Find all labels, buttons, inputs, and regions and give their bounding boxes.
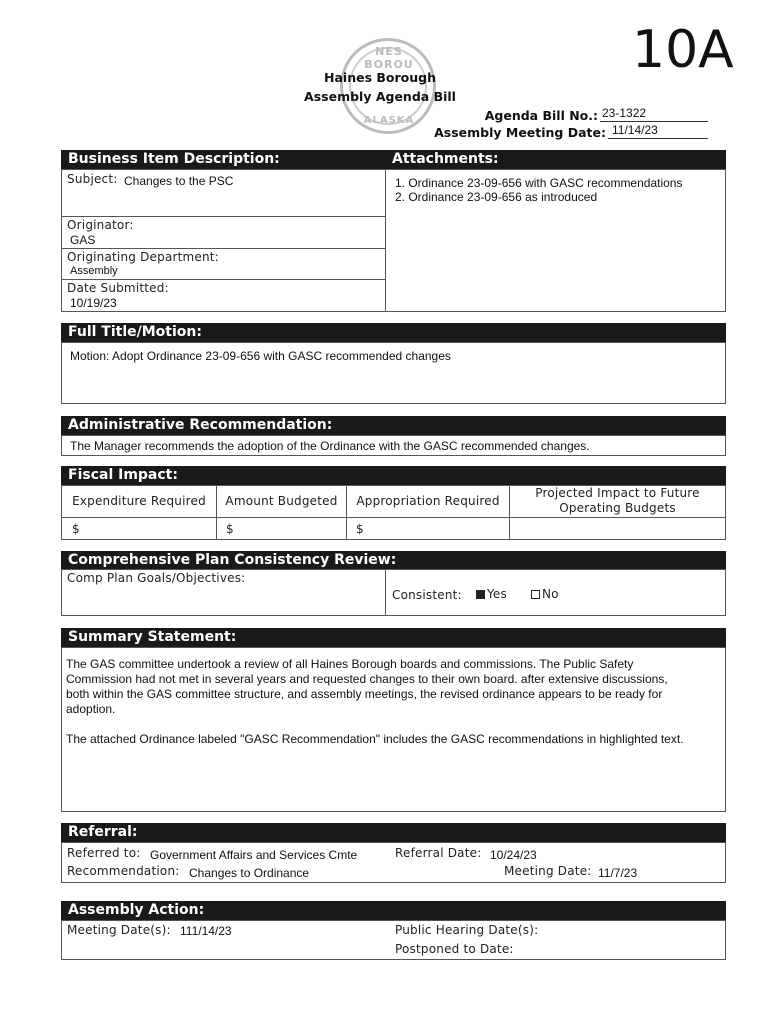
meeting-date-label: Assembly Meeting Date: [434, 125, 606, 140]
subject-label: Subject: [67, 172, 118, 186]
bill-no-value: 23-1322 [602, 106, 647, 120]
originator-value: GAS [70, 233, 96, 247]
attachments-heading: Attachments: [385, 150, 726, 169]
yes-checkbox[interactable] [476, 590, 485, 599]
no-checkbox[interactable] [531, 590, 540, 599]
fiscal-col-header: Projected Impact to Future Operating Budgets [535, 486, 700, 515]
summary-line: Commission had not met in several years and requested changes to their own board. after extensive discussions, [66, 672, 668, 686]
meeting-date-underline [608, 138, 708, 139]
referral-meeting-date-label: Meeting Date: [504, 864, 592, 878]
fiscal-cell: $ [72, 522, 80, 536]
consistent-yes-option[interactable] [476, 587, 507, 601]
org-name: Haines Borough [324, 70, 436, 85]
doc-title: Assembly Agenda Bill [304, 89, 456, 104]
fiscal-col-header: Appropriation Required [356, 494, 500, 508]
assembly-meeting-dates-value: 111/14/23 [180, 924, 232, 938]
admin-heading: Administrative Recommendation: [61, 416, 726, 435]
fiscal-heading: Fiscal Impact: [61, 466, 726, 485]
date-submitted-label: Date Submitted: [67, 281, 169, 295]
fiscal-col-header: Expenditure Required [72, 494, 206, 508]
business-heading: Business Item Description: [61, 150, 385, 169]
summary-para2: The attached Ordinance labeled "GASC Recommendation" includes the GASC recommendations in highlighted text. [66, 732, 684, 746]
date-submitted-value: 10/19/23 [70, 296, 117, 310]
seal-text-top: NES BOROU [364, 45, 414, 71]
subject-value: Changes to the PSC [124, 174, 234, 188]
referral-meeting-date-value: 11/7/23 [598, 866, 638, 880]
assembly-meeting-dates-label: Meeting Date(s): [67, 923, 171, 937]
no-label: No [542, 587, 559, 601]
recommendation-value: Changes to Ordinance [189, 866, 310, 880]
full-title-heading: Full Title/Motion: [61, 323, 726, 342]
attachment-item: 2. Ordinance 23-09-656 as introduced [395, 190, 598, 204]
postponed-label: Postponed to Date: [395, 942, 514, 956]
assembly-action-heading: Assembly Action: [61, 901, 726, 920]
yes-label: Yes [487, 587, 507, 601]
summary-line: The GAS committee undertook a review of all Haines Borough boards and commissions. The Public Safety [66, 657, 634, 671]
referral-heading: Referral: [61, 823, 726, 842]
summary-line: both within the GAS committee structure, and assembly meetings, the revised ordinance appears to be ready for [66, 687, 663, 701]
meeting-date-value: 11/14/23 [612, 123, 658, 137]
admin-text: The Manager recommends the adoption of the Ordinance with the GASC recommended changes. [70, 439, 590, 453]
referral-date-label: Referral Date: [395, 846, 482, 860]
referral-date-value: 10/24/23 [490, 848, 537, 862]
summary-heading: Summary Statement: [61, 628, 726, 647]
consistent-no-option[interactable] [531, 587, 559, 601]
borough-seal [340, 38, 436, 134]
department-value: Assembly [70, 265, 118, 277]
department-label: Originating Department: [67, 250, 219, 264]
comp-plan-heading: Comprehensive Plan Consistency Review: [61, 551, 726, 570]
referred-to-value: Government Affairs and Services Cmte [150, 848, 358, 862]
bill-no-underline [600, 121, 708, 122]
motion-text: Motion: Adopt Ordinance 23-09-656 with GASC recommended changes [70, 349, 451, 363]
originator-label: Originator: [67, 218, 134, 232]
fiscal-cell: $ [226, 522, 234, 536]
fiscal-cell: $ [356, 522, 364, 536]
bill-no-label: Agenda Bill No.: [484, 108, 598, 123]
recommendation-label: Recommendation: [67, 864, 180, 878]
consistent-label: Consistent: [392, 588, 462, 602]
public-hearing-label: Public Hearing Date(s): [395, 923, 539, 937]
seal-text-bottom: ALASKA [363, 115, 415, 126]
referred-to-label: Referred to: [67, 846, 141, 860]
fiscal-col-header: Amount Budgeted [225, 494, 338, 508]
attachment-item: 1. Ordinance 23-09-656 with GASC recommendations [395, 176, 683, 190]
summary-line: adoption. [66, 702, 116, 716]
item-number: 10A [632, 20, 734, 80]
comp-plan-goals-label: Comp Plan Goals/Objectives: [67, 571, 246, 585]
